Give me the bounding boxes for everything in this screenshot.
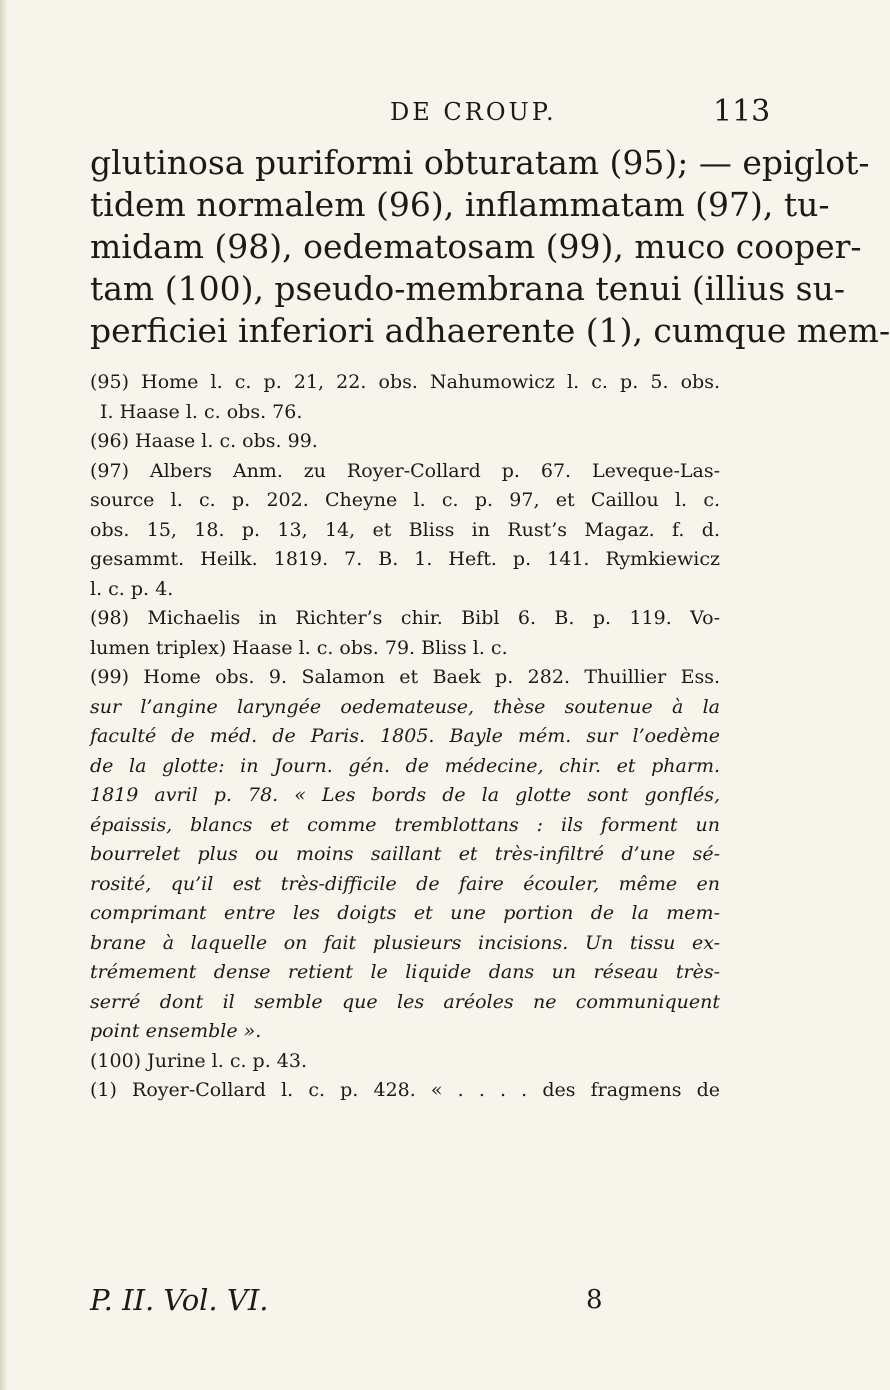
footnote-line: l. c. p. 4. (90, 577, 174, 600)
footnote-line: point ensemble ». (90, 1020, 262, 1042)
footnote-line: épaissis, blancs et comme tremblottans : ils forment un (90, 813, 720, 836)
main-text (90, 142, 890, 352)
footnotes (90, 368, 720, 1106)
footnote-line: gesammt. Heilk. 1819. 7. B. 1. Heft. p. 141. Rymkiewicz (90, 548, 720, 570)
running-head: DE CROUP. (390, 98, 557, 126)
footnote-line: 1819 avril p. 78. « Les bords de la glotte sont gonflés, (90, 784, 720, 806)
text-line: tam (100), pseudo-membrana tenui (illius su- (90, 269, 845, 308)
footnote-line: trémement dense retient le liquide dans un réseau très- (90, 961, 720, 983)
footnote-line: (100) Jurine l. c. p. 43. (90, 1049, 307, 1072)
page-footer (90, 1283, 730, 1323)
footnote-line: I. Haase l. c. obs. 76. (100, 400, 303, 423)
footnote-line: (96) Haase l. c. obs. 99. (90, 430, 318, 452)
signature-number: 8 (586, 1285, 603, 1315)
footnote-line: serré dont il semble que les aréoles ne communiquent (90, 990, 720, 1013)
page-number: 113 (713, 94, 771, 129)
footnote-line: (99) Home obs. 9. Salamon et Baek p. 282. Thuillier Ess. (90, 666, 720, 688)
footnote-line: source l. c. p. 202. Cheyne l. c. p. 97, et Caillou l. c. (90, 489, 720, 511)
footnote-line: bourrelet plus ou moins saillant et très-infiltré d’une sé- (90, 843, 720, 865)
footnote-line: (95) Home l. c. p. 21, 22. obs. Nahumowicz l. c. p. 5. obs. (90, 371, 720, 393)
footnote-line: (98) Michaelis in Richter’s chir. Bibl 6. B. p. 119. Vo- (90, 607, 720, 629)
footnote-line: de la glotte: in Journ. gén. de médecine, chir. et pharm. (90, 754, 720, 777)
text-line: tidem normalem (96), inflammatam (97), tu- (90, 185, 830, 224)
footnote-line: sur l’angine laryngée oedemateuse, thèse soutenue à la (90, 695, 720, 718)
text-line: perficiei inferiori adhaerente (1), cumque mem- (90, 311, 890, 350)
footnote-line: lumen triplex) Haase l. c. obs. 79. Bliss l. c. (90, 636, 508, 659)
footnote-line: comprimant entre les doigts et une portion de la mem- (90, 902, 720, 924)
footnote-line: faculté de méd. de Paris. 1805. Bayle mém. sur l’oedème (90, 725, 720, 747)
footnote-line: (1) Royer-Collard l. c. p. 428. « . . . . des fragmens de (90, 1079, 720, 1101)
text-line: midam (98), oedematosam (99), muco cooper- (90, 227, 862, 266)
printer-signature: P. II. Vol. VI. (90, 1283, 269, 1317)
page-header (0, 94, 800, 138)
footnote-line: obs. 15, 18. p. 13, 14, et Bliss in Rust’s Magaz. f. d. (90, 518, 720, 541)
footnote-line: rosité, qu’il est très-difficile de faire écouler, même en (90, 872, 720, 895)
text-line: glutinosa puriformi obturatam (95); — epiglot- (90, 143, 870, 182)
page-edge-shadow (0, 0, 8, 1390)
footnote-line: brane à laquelle on fait plusieurs incisions. Un tissu ex- (90, 931, 720, 954)
footnote-line: (97) Albers Anm. zu Royer-Collard p. 67. Leveque-Las- (90, 459, 720, 482)
